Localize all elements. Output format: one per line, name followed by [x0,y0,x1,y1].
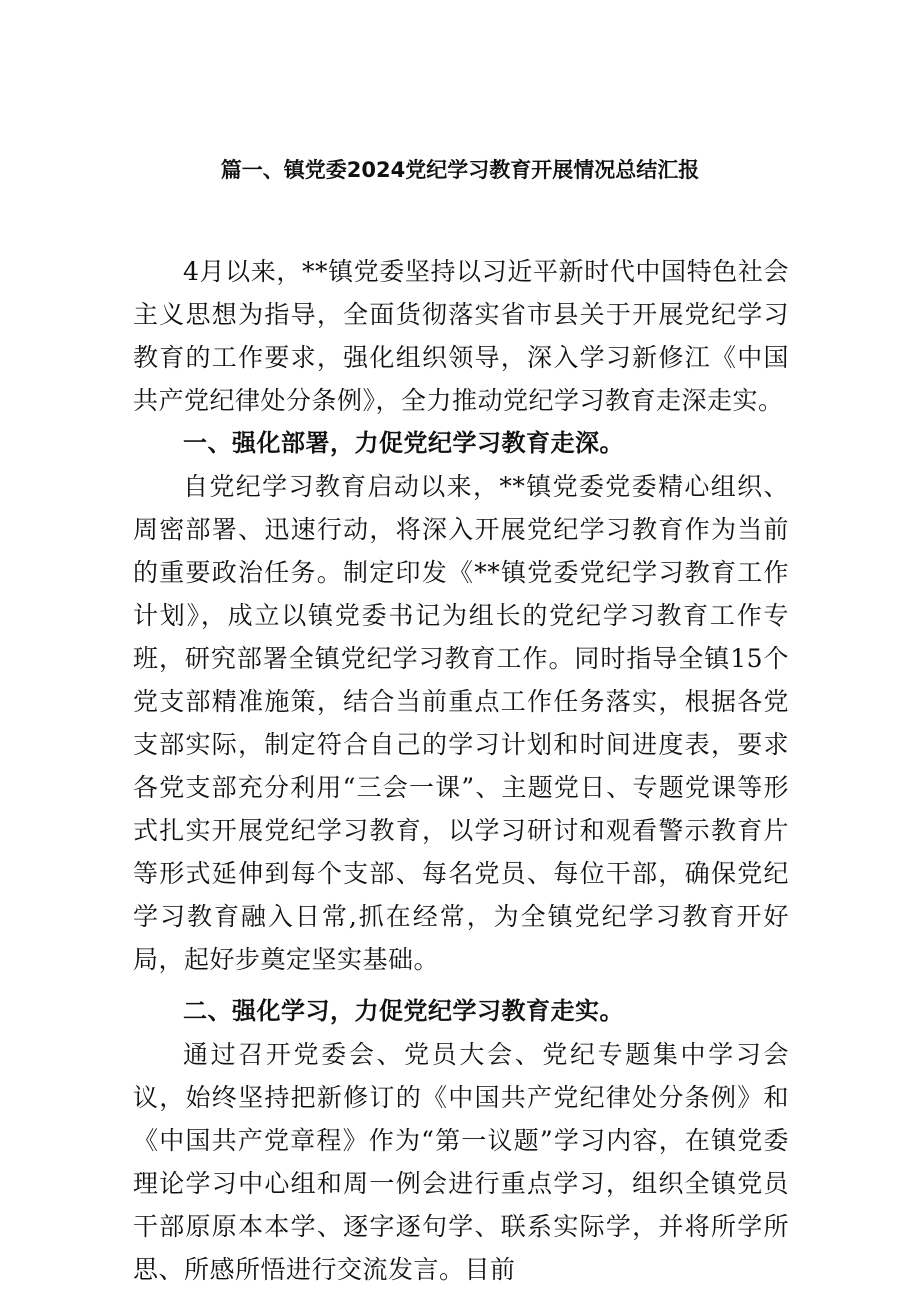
document-title: 篇一、镇党委2024党纪学习教育开展情况总结汇报 [220,158,700,182]
document-body [133,250,789,1291]
section-2-paragraph: 通过召开党委会、党员大会、党纪专题集中学习会议，始终坚持把新修订的《中国共产党纪律处分条例》和《中国共产党章程》作为“第一议题”学习内容，在镇党委理论学习中心组和周一例会进行重点学习，组织全镇党员干部原原本本学、逐字逐句学、联系实际学，并将所学所思、所感所悟进行交流发言。目前 [133,1040,789,1284]
section-spacer [133,981,789,990]
section-2-heading: 二、强化学习，力促党纪学习教育走实。 [183,997,624,1025]
section-1-heading: 一、强化部署，力促党纪学习教育走深。 [183,429,624,457]
section-1-paragraph: 自党纪学习教育启动以来，**镇党委党委精心组织、周密部署、迅速行动，将深入开展党纪学习教育作为当前的重要政治任务。制定印发《**镇党委党纪学习教育工作计划》，成立以镇党委书记为组长的党纪学习教育工作专班，研究部署全镇党纪学习教育工作。同时指导全镇15个党支部精准施策，结合当前重点工作任务落实，根据各党支部实际，制定符合自己的学习计划和时间进度表，要求各党支部充分利用“三会一课”、主题党日、专题党课等形式扎实开展党纪学习教育，以学习研讨和观看警示教育片等形式延伸到每个支部、每名党员、每位干部，确保党纪学习教育融入日常,抓在经常，为全镇党纪学习教育开好局，起好步奠定坚实基础。 [133,472,789,974]
intro-paragraph: 4月以来，**镇党委坚持以习近平新时代中国特色社会主义思想为指导，全面货彻落实省市县关于开展党纪学习教育的工作要求，强化组织领导，深入学习新修江《中国共产党纪律处分条例》，全力推动党纪学习教育走深走实。 [133,257,789,415]
